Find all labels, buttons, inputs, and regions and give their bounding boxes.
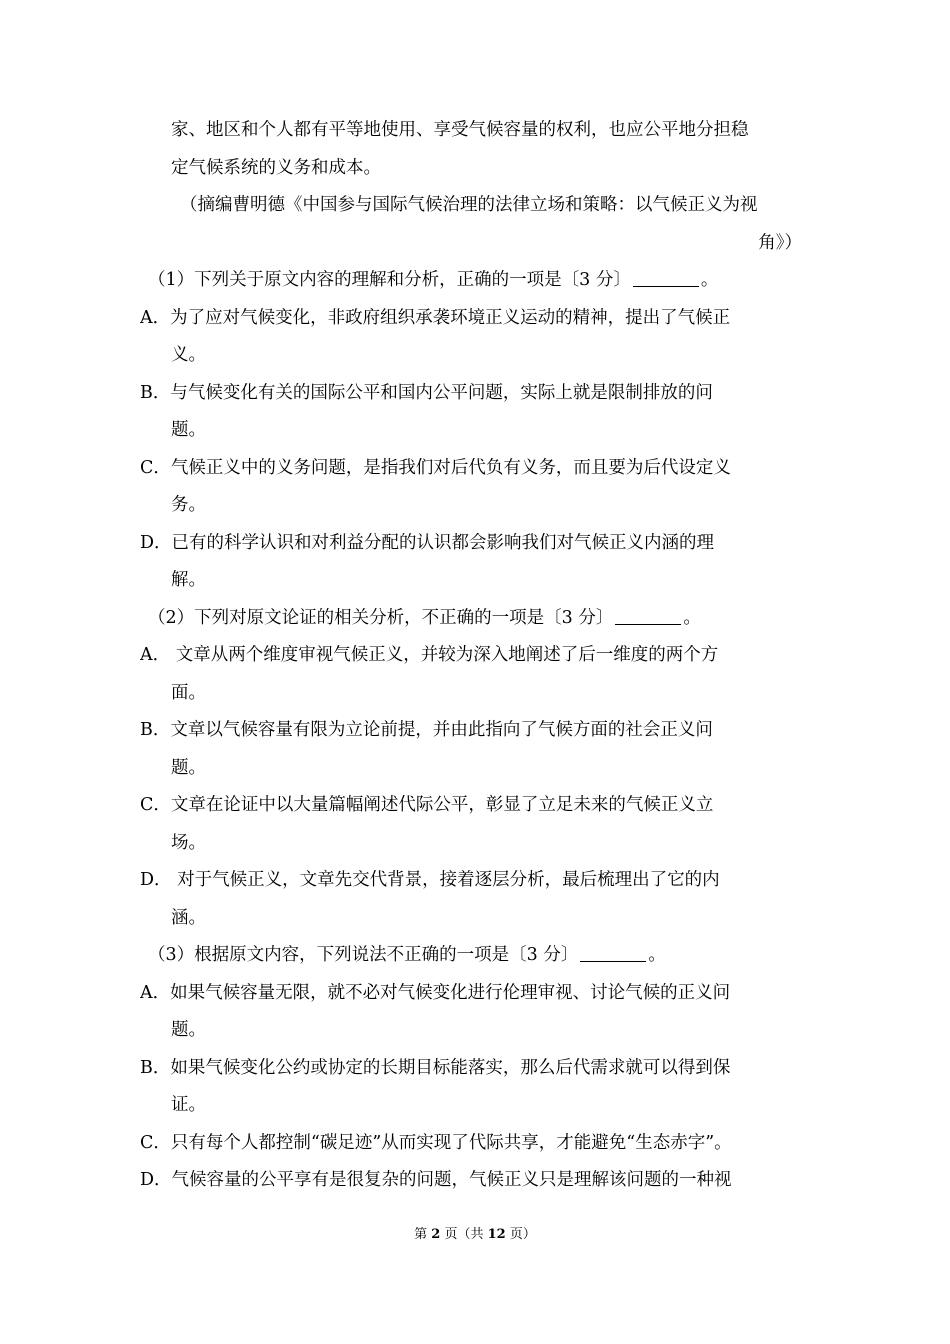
question-2-option-a: A． 文章从两个维度审视气候正义，并较为深入地阐述了后一维度的两个方 — [140, 645, 719, 665]
question-1-option-b-cont: 题。 — [171, 420, 206, 440]
passage-source: （摘编曹明德《中国参与国际气候治理的法律立场和策略：以气候正义为视 — [180, 195, 758, 215]
question-3-option-c: C．只有每个人都控制“碳足迹”从而实现了代际共享，才能避免“生态赤字”。 — [140, 1132, 732, 1153]
question-3-option-a: A．如果气候容量无限，就不必对气候变化进行伦理审视、讨论气候的正义问 — [140, 982, 731, 1003]
page-total: 12 — [487, 1227, 506, 1242]
question-2-option-c-cont: 场。 — [171, 832, 206, 853]
question-2-option-d-cont: 涵。 — [171, 907, 206, 928]
page-content — [140, 112, 810, 1200]
question-2-option-c: C．文章在论证中以大量篇幅阐述代际公平，彰显了立足未来的气候正义立 — [140, 795, 714, 815]
question-2-option-b-cont: 题。 — [171, 757, 206, 778]
question-1-option-c-cont: 务。 — [171, 495, 206, 515]
question-1-option-d: D．已有的科学认识和对利益分配的认识都会影响我们对气候正义内涵的理 — [140, 532, 715, 553]
question-3-stem: （3）根据原文内容，下列说法不正确的一项是〔3 分〕 。 — [148, 945, 666, 965]
question-2-option-d: D． 对于气候正义，文章先交代背景，接着逐层分析，最后梳理出了它的内 — [140, 870, 720, 890]
question-1-option-b: B．与气候变化有关的国际公平和国内公平问题，实际上就是限制排放的问 — [140, 382, 713, 403]
question-2-option-a-cont: 面。 — [171, 682, 206, 703]
question-3-option-b: B．如果气候变化公约或协定的长期目标能落实，那么后代需求就可以得到保 — [140, 1057, 731, 1078]
question-1-option-a: A．为了应对气候变化，非政府组织承袭环境正义运动的精神，提出了气候正 — [140, 307, 731, 328]
passage-line: 定气候系统的义务和成本。 — [171, 157, 381, 178]
page-footer: 第 2 页（共 12 页） — [414, 1227, 536, 1242]
question-1-option-a-cont: 义。 — [171, 345, 206, 365]
answer-blank — [615, 607, 681, 625]
answer-blank — [580, 944, 646, 962]
question-1-stem: （1）下列关于原文内容的理解和分析，正确的一项是〔3 分〕 。 — [148, 270, 719, 290]
question-3-option-b-cont: 证。 — [171, 1095, 206, 1115]
question-3-option-a-cont: 题。 — [171, 1020, 206, 1040]
question-1-option-d-cont: 解。 — [171, 570, 206, 590]
page-number: 2 — [431, 1227, 441, 1242]
passage-source-end: 角》） — [758, 232, 802, 253]
question-2-option-b: B．文章以气候容量有限为立论前提，并由此指向了气候方面的社会正义问 — [140, 720, 713, 740]
question-2-stem: （2）下列对原文论证的相关分析，不正确的一项是〔3 分〕 。 — [148, 607, 701, 628]
passage-line: 家、地区和个人都有平等地使用、享受气候容量的权利，也应公平地分担稳 — [171, 120, 749, 140]
question-1-option-c: C．气候正义中的义务问题，是指我们对后代负有义务，而且要为后代设定义 — [140, 457, 731, 478]
answer-blank — [633, 269, 699, 287]
question-3-option-d: D．气候容量的公平享有是很复杂的问题，气候正义只是理解该问题的一种视 — [140, 1170, 732, 1190]
